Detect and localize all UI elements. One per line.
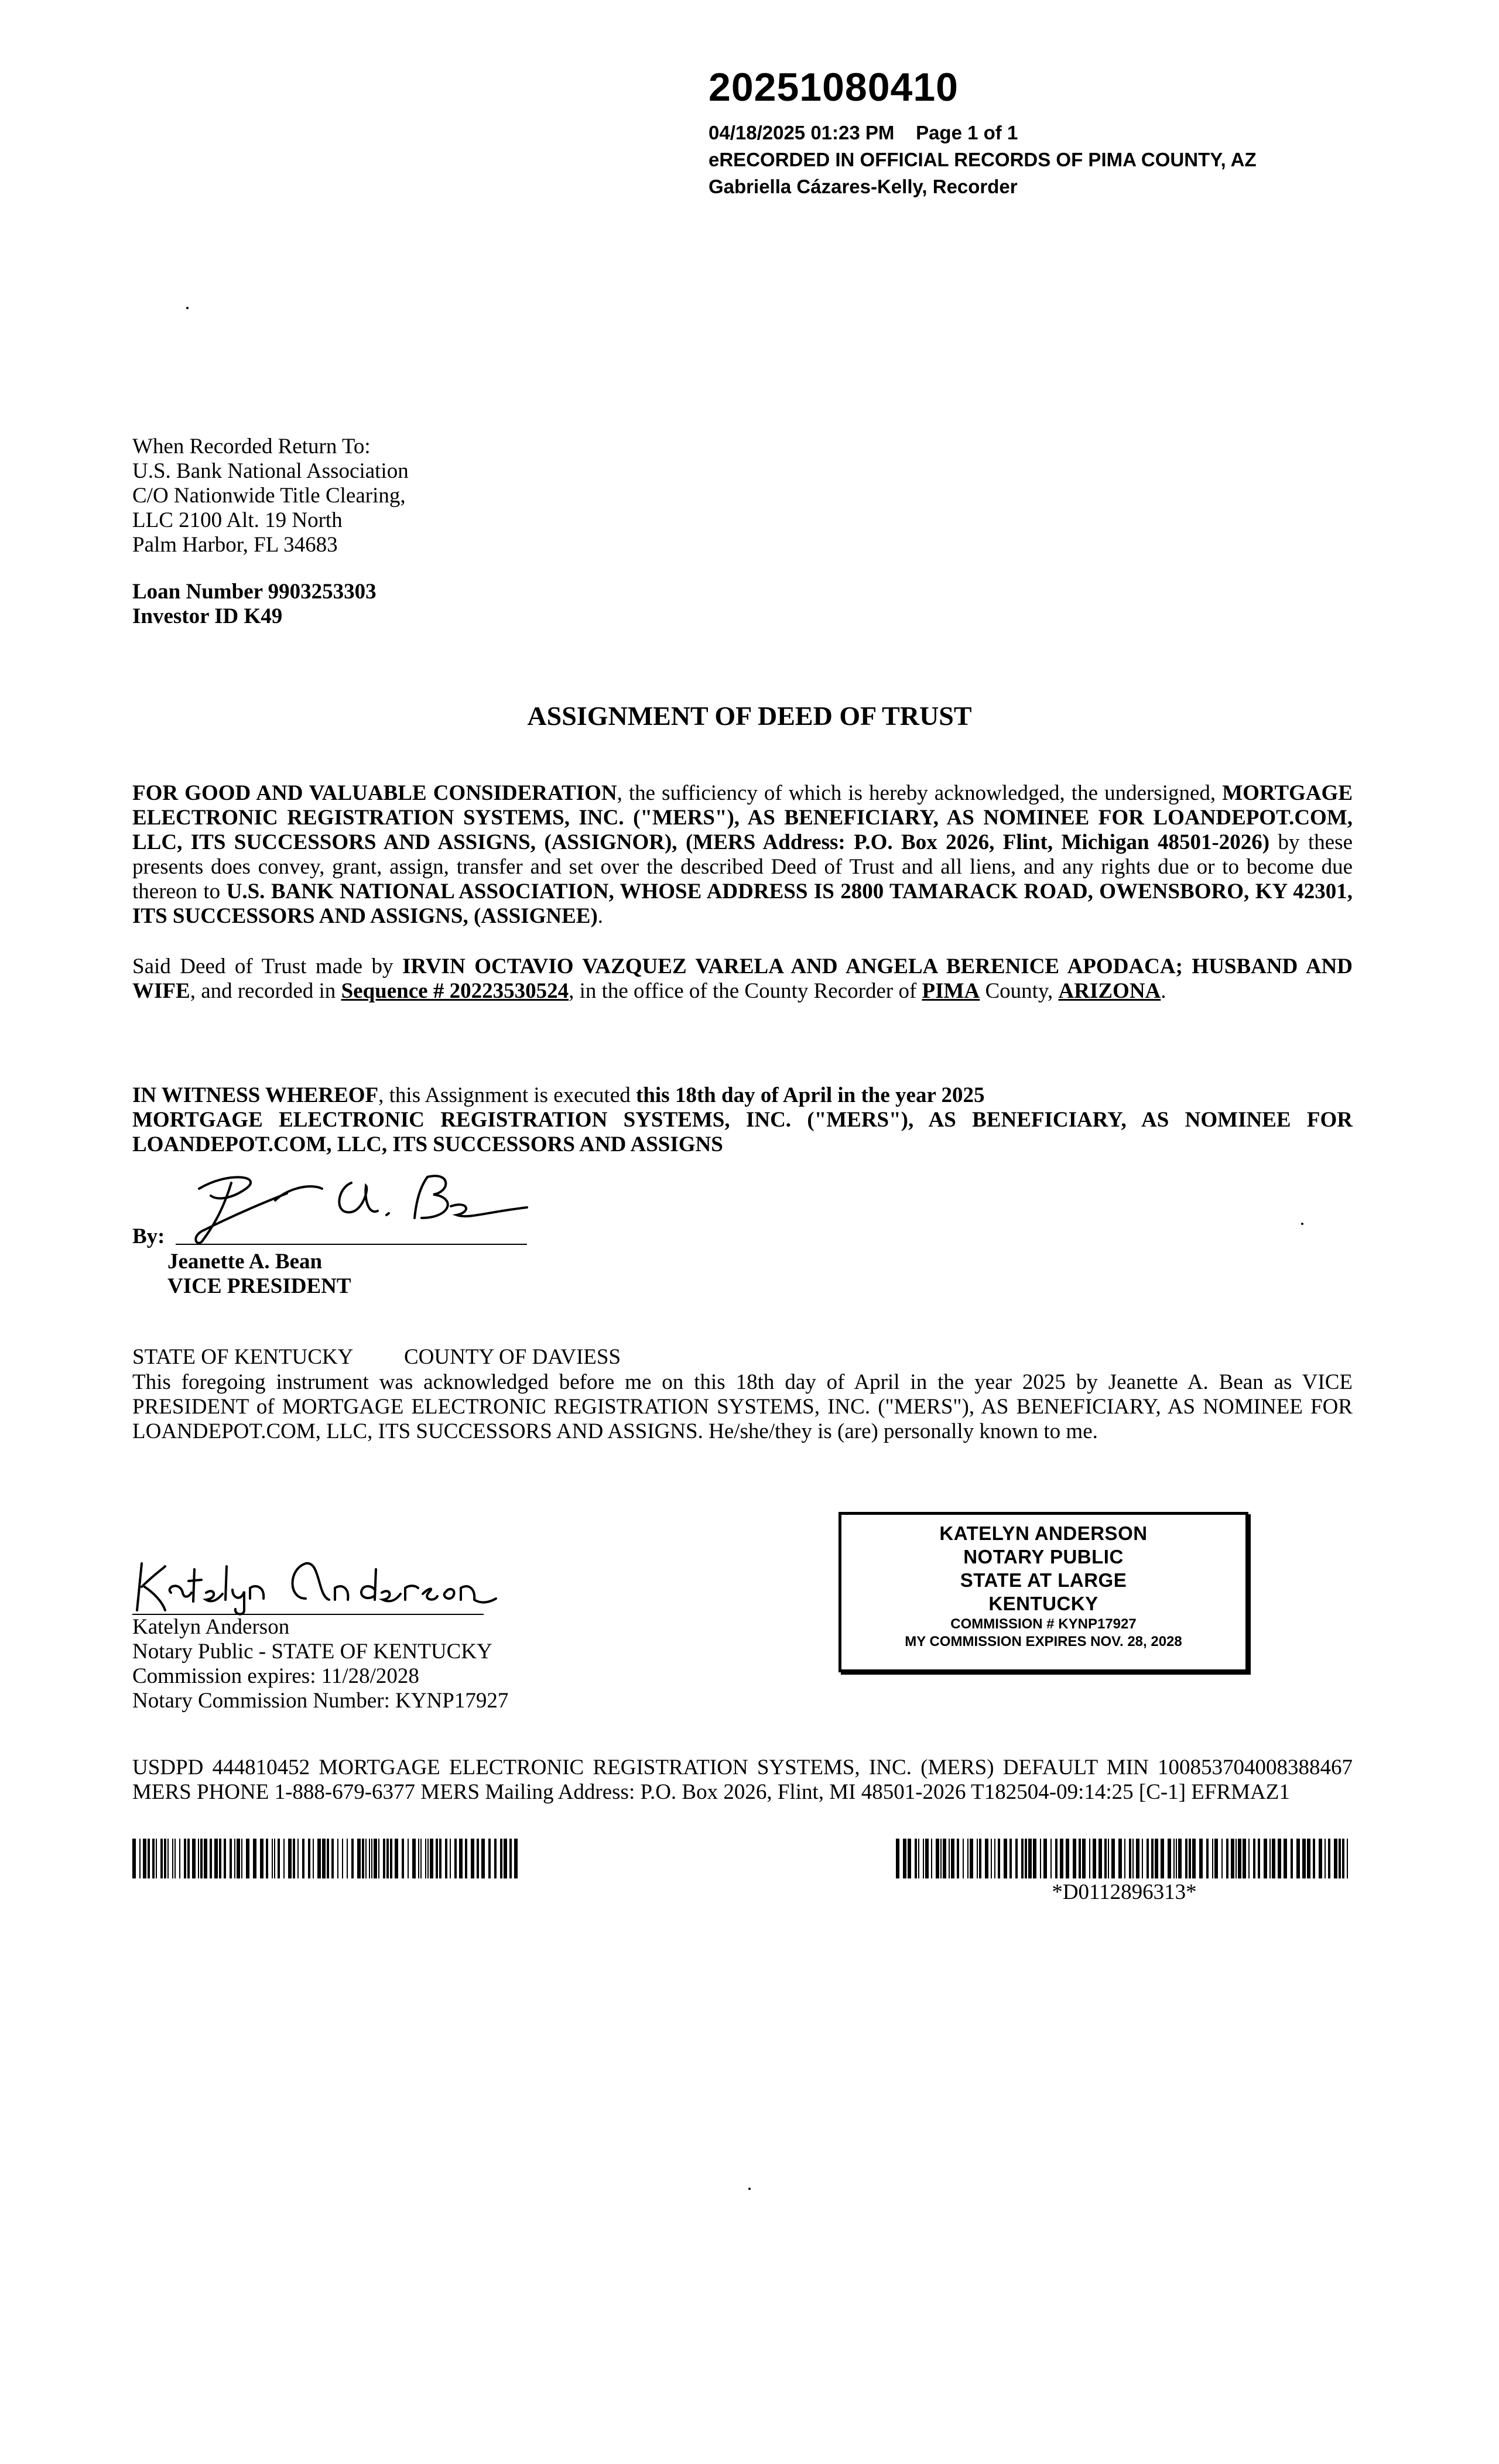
barcode-bar [347,1839,348,1878]
barcode-bar [317,1839,321,1878]
barcode-bar [1248,1839,1250,1878]
barcode-bar [1043,1839,1047,1878]
footer-text: USDPD 444810452 MORTGAGE ELECTRONIC REGISTRATION SYSTEMS, INC. (MERS) DEFAULT MIN 100853704008388467 MERS PHONE 1-888-679-6377 MERS Mailing Address: P.O. Box 2026, Flint, MI 48501-2026 T182504-09:14:25 [C-1] EFRMAZ1 [132,1755,1353,1804]
barcode-bar [1118,1839,1122,1878]
barcode-bar [418,1839,419,1878]
barcode-bar [272,1839,273,1878]
barcode-bar [494,1839,497,1878]
barcode-bar [923,1839,924,1878]
loan-info [132,580,377,629]
barcode-bar [1272,1839,1275,1878]
barcode-bar [369,1839,370,1878]
text-span: , the sufficiency of which is hereby acknowledged, the undersigned, [617,781,1223,805]
barcode-left [132,1839,521,1878]
barcode-bar [1132,1839,1134,1878]
witness-lead: IN WITNESS WHEREOF [132,1083,379,1107]
text-span: , this Assignment is executed [378,1083,636,1107]
barcode-bar [1066,1839,1069,1878]
barcode-bar [1015,1839,1018,1878]
barcode-bar [167,1839,169,1878]
barcode-bar [371,1839,372,1878]
signature-line [176,1244,527,1245]
witness-entity: MORTGAGE ELECTRONIC REGISTRATION SYSTEMS, INC. ("MERS"), AS BENEFICIARY, AS NOMINEE FOR LOANDEPOT.COM, LLC, ITS SUCCESSORS AND ASSIGNS [132,1108,1353,1156]
barcode-bar [1212,1839,1213,1878]
barcode-bar [915,1839,917,1878]
barcode-bar [979,1839,981,1878]
barcode-bar [378,1839,379,1878]
barcode-bar [179,1839,180,1878]
barcode-bar [237,1839,240,1878]
barcode-right [896,1839,1353,1878]
barcode-bar [970,1839,973,1878]
consideration-lead: FOR GOOD AND VALUABLE CONSIDERATION [132,781,617,805]
barcode-bar [214,1839,218,1878]
barcode-bar [509,1839,512,1878]
barcode-bar [230,1839,232,1878]
barcode-bar [192,1839,196,1878]
barcode-bar [1142,1839,1143,1878]
barcode-bar [337,1839,338,1878]
barcode-bar [1025,1839,1027,1878]
signature-jeanette-bean [176,1165,539,1247]
stamp-line: KATELYN ANDERSON [939,1522,1148,1544]
barcode-bar [1098,1839,1102,1878]
notary-block [132,1615,508,1713]
barcode-bar [246,1839,249,1878]
barcode-bar [204,1839,207,1878]
barcode-bar [1253,1839,1255,1878]
barcode-bar [963,1839,964,1878]
barcode-bar [1021,1839,1024,1878]
barcode-bar [1264,1839,1267,1878]
signer-title: VICE PRESIDENT [167,1274,351,1298]
stamp-line: STATE AT LARGE [960,1569,1127,1591]
barcode-bar [967,1839,968,1878]
barcode-bar [1328,1839,1330,1878]
barcode-bar [365,1839,367,1878]
return-to-line: LLC 2100 Alt. 19 North [132,508,343,532]
barcode-bar [200,1839,203,1878]
barcode-bar [1185,1839,1187,1878]
barcode-bar [1124,1839,1125,1878]
barcode-bar [351,1839,354,1878]
barcode-bar [148,1839,150,1878]
barcode-bar [949,1839,950,1878]
barcode-bar [139,1839,141,1878]
barcode-bar [504,1839,507,1878]
stamp-line: NOTARY PUBLIC [963,1546,1124,1568]
barcode-bar [402,1839,404,1878]
state-name: ARIZONA [1058,979,1161,1003]
barcode-bar [342,1839,343,1878]
barcode-bar [219,1839,221,1878]
barcode-bar [132,1839,136,1878]
investor-id: Investor ID K49 [132,604,283,628]
barcode-bar [278,1839,280,1878]
barcode-bar [1319,1839,1322,1878]
barcode-bar [383,1839,385,1878]
barcode-bar [481,1839,485,1878]
return-to-line: U.S. Bank National Association [132,459,409,483]
barcode-bar [1028,1839,1032,1878]
barcode-bar [459,1839,463,1878]
barcode-bar [931,1839,932,1878]
barcode-bar [450,1839,451,1878]
barcode-bar [488,1839,491,1878]
barcode-bar [260,1839,263,1878]
barcode-bar [1238,1839,1241,1878]
barcode-bar [1231,1839,1234,1878]
barcode-bar [408,1839,409,1878]
barcode-bar [1055,1839,1057,1878]
barcode-bar [210,1839,212,1878]
witness-block [132,1083,1353,1157]
barcode-bar [1334,1839,1337,1878]
barcode-bar [427,1839,429,1878]
barcode-bar [1129,1839,1131,1878]
signer-name: Jeanette A. Bean [167,1250,323,1274]
barcode-bar [1168,1839,1171,1878]
barcode-bar [152,1839,155,1878]
barcode-bar [940,1839,942,1878]
barcode-bar [1079,1839,1081,1878]
barcode-bar [274,1839,275,1878]
barcode-bar [1258,1839,1260,1878]
barcode-bar [1004,1839,1007,1878]
barcode-bar [241,1839,242,1878]
loan-number: Loan Number 9903253303 [132,580,377,604]
text-span: Said Deed of Trust made by [132,954,403,978]
barcode-bar [313,1839,314,1878]
recording-number: 20251080410 [709,65,959,109]
barcode-bar [994,1839,995,1878]
recording-date-page: 04/18/2025 01:23 PM Page 1 of 1 [709,122,1018,143]
barcode-bar [445,1839,447,1878]
deed-paragraph [132,954,1353,1004]
assignment-paragraph [132,781,1353,929]
barcode-bar [253,1839,256,1878]
speck-mark [186,307,189,309]
barcode-bar [297,1839,299,1878]
barcode-bar [1108,1839,1109,1878]
barcode-bar [172,1839,173,1878]
barcode-bar [439,1839,442,1878]
borrowers: IRVIN OCTAVIO VAZQUEZ VARELA AND ANGELA BERENICE APODACA; HUSBAND AND WIFE [132,954,1353,1003]
barcode-bar [198,1839,199,1878]
barcode-bar [514,1839,518,1878]
barcode-bar [430,1839,433,1878]
barcode-bar [395,1839,398,1878]
barcode-bar [1339,1839,1341,1878]
barcode-bar [160,1839,163,1878]
barcode-bar [386,1839,389,1878]
barcode-bar [1089,1839,1090,1878]
speck-mark [1301,1223,1303,1225]
barcode-bar [477,1839,479,1878]
barcode-bar [327,1839,329,1878]
barcode-bar [156,1839,157,1878]
barcode-bar [991,1839,992,1878]
text-span: by these presents does convey, grant, assign, transfer and set over the described Deed of Trust and all liens, and any rights due or to become due thereon to [132,830,1353,904]
barcode-bar [1226,1839,1228,1878]
barcode-bar [1189,1839,1191,1878]
barcode-bar [896,1839,899,1878]
barcode-bar [266,1839,268,1878]
text-span: , in the office of the County Recorder of [569,979,922,1003]
barcode-bar [943,1839,946,1878]
barcode-bar [1111,1839,1115,1878]
barcode-bar [908,1839,911,1878]
text-span: . [597,904,604,928]
notary-stamp [839,1512,1248,1672]
barcode-bar [412,1839,416,1878]
barcode-bar [187,1839,190,1878]
ack-state: STATE OF KENTUCKY [132,1345,354,1369]
document-title: ASSIGNMENT OF DEED OF TRUST [527,701,972,731]
barcode-bar [164,1839,166,1878]
stamp-line: COMMISSION # KYNP17927 [950,1616,1137,1632]
barcode-bar [390,1839,392,1878]
assignor-text: MORTGAGE ELECTRONIC REGISTRATION SYSTEMS, INC. ("MERS"), AS BENEFICIARY, AS NOMINEE FOR LOANDEPOT.COM, LLC, ITS SUCCESSORS AND ASSIGNS, (ASSIGNOR), (MERS Address: P.O. Box 2026, Flint, Michigan 48501-2026) [132,781,1353,854]
barcode-bar [374,1839,377,1878]
barcode-bar [1151,1839,1154,1878]
assignee-text: U.S. BANK NATIONAL ASSOCIATION, WHOSE ADDRESS IS 2800 TAMARACK ROAD, OWENSBORO, KY 42301, ITS SUCCESSORS AND ASSIGNS, (ASSIGNEE) [132,879,1353,928]
stamp-line: KENTUCKY [988,1593,1098,1614]
barcode-bar [1214,1839,1218,1878]
barcode-bar [1040,1839,1041,1878]
barcode-bar [322,1839,326,1878]
barcode-bar [998,1839,1000,1878]
barcode-bar [1199,1839,1203,1878]
notary-name: Katelyn Anderson [132,1615,290,1639]
barcode-bar [1082,1839,1086,1878]
barcode-bar [471,1839,474,1878]
barcode-bar [1178,1839,1182,1878]
barcode-bar [1176,1839,1177,1878]
barcode-bar [1136,1839,1139,1878]
barcode-bar [1192,1839,1196,1878]
signature-katelyn-anderson [130,1546,499,1616]
barcode-bar [1313,1839,1315,1878]
barcode-bar [1104,1839,1107,1878]
return-to-line: Palm Harbor, FL 34683 [132,533,338,557]
barcode-bar [436,1839,438,1878]
execution-date: this 18th day of April in the year 2025 [636,1083,985,1107]
by-label: By: [132,1224,165,1248]
barcode-bar [1033,1839,1036,1878]
barcode-bar [308,1839,310,1878]
barcode-bar [174,1839,176,1878]
barcode-bar [1347,1839,1348,1878]
barcode-bar [288,1839,292,1878]
barcode-bar [1342,1839,1344,1878]
barcode-bar [357,1839,361,1878]
barcode-bar [1060,1839,1063,1878]
barcode-bar [362,1839,364,1878]
barcode-bar [925,1839,929,1878]
barcode-bar [1206,1839,1209,1878]
barcode-bar [1073,1839,1076,1878]
speck-mark [748,2188,751,2190]
sequence-number: Sequence # 20223530524 [341,979,569,1003]
barcode-bar [1325,1839,1326,1878]
signer-block [167,1250,351,1299]
barcode-bar [293,1839,295,1878]
barcode-bar [1155,1839,1158,1878]
barcode-bar [1050,1839,1052,1878]
notary-line: Commission expires: 11/28/2028 [132,1664,419,1688]
text-span: , and recorded in [190,979,341,1003]
barcode-bar [1173,1839,1175,1878]
barcode-bar [977,1839,978,1878]
return-to-block [132,434,495,557]
barcode-bar [1278,1839,1281,1878]
stamp-line: MY COMMISSION EXPIRES NOV. 28, 2028 [905,1634,1182,1649]
barcode-bar [234,1839,235,1878]
barcode-bar [1147,1839,1149,1878]
barcode-bar [918,1839,919,1878]
county-name: PIMA [922,979,980,1003]
ack-county: COUNTY OF DAVIESS [404,1345,621,1369]
barcode-bar [500,1839,502,1878]
barcode-bar [283,1839,285,1878]
barcode-bar [1236,1839,1237,1878]
barcode-bar [1302,1839,1306,1878]
barcode-bar [957,1839,959,1878]
notary-line: Notary Public - STATE OF KENTUCKY [132,1640,492,1664]
barcode-bar [1243,1839,1246,1878]
barcode-bar [465,1839,467,1878]
barcode-text: *D0112896313* [1052,1880,1197,1904]
return-to-line: C/O Nationwide Title Clearing, [132,484,406,508]
barcode-bar [454,1839,457,1878]
recording-office: eRECORDED IN OFFICIAL RECORDS OF PIMA COUNTY, AZ [709,149,1257,170]
return-to-heading: When Recorded Return To: [132,434,371,458]
barcode-bar [985,1839,988,1878]
barcode-bar [1296,1839,1300,1878]
barcode-bar [903,1839,906,1878]
barcode-bar [1009,1839,1012,1878]
barcode-bar [1221,1839,1223,1878]
text-span: . [1161,979,1166,1003]
barcode-bar [1307,1839,1310,1878]
notary-line: Notary Commission Number: KYNP17927 [132,1689,509,1713]
barcode-bar [302,1839,304,1878]
barcode-bar [1093,1839,1096,1878]
barcode-bar [420,1839,422,1878]
text-span: County, [980,979,1059,1003]
barcode-bar [425,1839,426,1878]
acknowledgment-paragraph: This foregoing instrument was acknowledged before me on this 18th day of April in the year 2025 by Jeanette A. Bean as VICE PRESIDENT of MORTGAGE ELECTRONIC REGISTRATION SYSTEMS, INC. ("MERS"), AS BENEFICIARY, AS NOMINEE FOR LOANDEPOT.COM, LLC, ITS SUCCESSORS AND ASSIGNS. He/she/they is (are) personally known to me. [132,1370,1353,1443]
barcode-bar [143,1839,146,1878]
barcode-bar [184,1839,186,1878]
barcode-bar [951,1839,954,1878]
recorder-name: Gabriella Cázares-Kelly, Recorder [709,176,1018,197]
barcode-bar [331,1839,334,1878]
barcode-bar [224,1839,226,1878]
barcode-bar [1284,1839,1287,1878]
barcode-bar [1161,1839,1164,1878]
barcode-bar [1269,1839,1271,1878]
barcode-bar [1291,1839,1293,1878]
barcode-bar [936,1839,939,1878]
